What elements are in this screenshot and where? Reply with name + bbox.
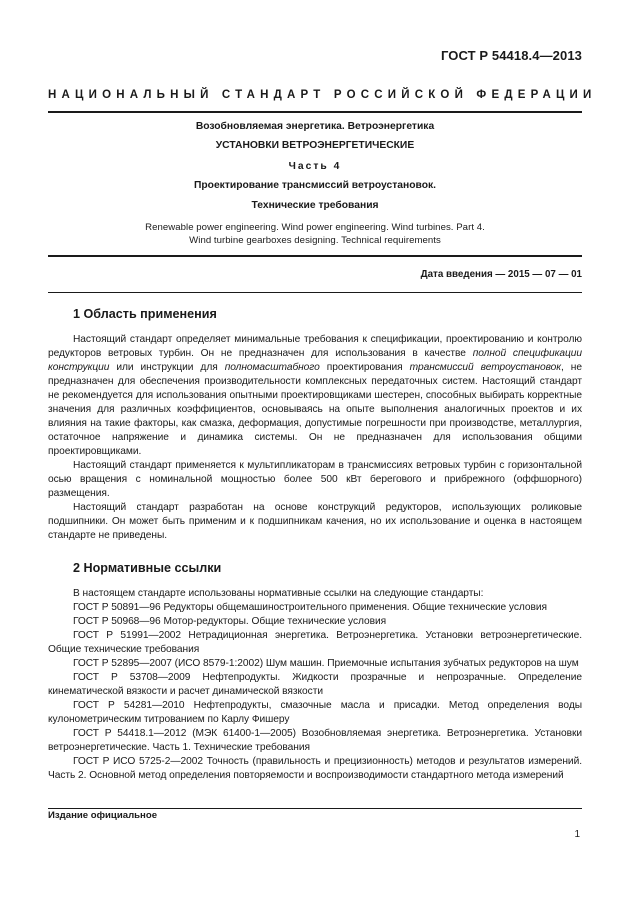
reference-item: ГОСТ Р 52895—2007 (ИСО 8579-1:2002) Шум машин. Приемочные испытания зубчатых редукторов на шум [73,658,579,669]
reference-item: ГОСТ Р 53708—2009 Нефтепродукты. Жидкости прозрачные и непрозрачные. Определение кинематической вязкости и расчет динамической вязкости [48,672,582,697]
section-1-heading: 1 Область применения [73,307,217,321]
text-run: проектирования [319,362,410,373]
reference-item: ГОСТ Р ИСО 5725-2—2002 Точность (правильность и прецизионность) методов и результатов измерений. Часть 2. Основной метод определения повторяемости и воспроизводимости стандартного метода измерений [48,756,582,781]
section-1-paragraph-2: Настоящий стандарт применяется к мультипликаторам в трансмиссиях ветровых турбин с горизонтальной осью вращения с номинальной мощностью более 500 кВт берегового и прибрежного (оффшорного) размещения. [48,460,582,499]
title-line-4: Технические требования [251,200,379,211]
title-block [48,120,582,247]
reference-item: ГОСТ Р 54418.1—2012 (МЭК 61400-1—2005) Возобновляемая энергетика. Ветроэнергетика. Установки ветроэнергетические. Часть 1. Технические требования [48,728,582,753]
title-line-2: УСТАНОВКИ ВЕТРОЭНЕРГЕТИЧЕСКИЕ [215,140,415,151]
title-english-1: Renewable power engineering. Wind power engineering. Wind turbines. Part 4. [145,222,485,233]
header-rule [48,111,582,113]
title-rule [48,255,582,257]
text-run: или инструкции для [109,362,225,373]
edition-label: Издание официальное [48,810,158,821]
italic-run: полномасштабного [224,362,320,373]
italic-run: полной спецификации конструкции [48,348,582,373]
section-2-intro: В настоящем стандарте использованы нормативные ссылки на следующие стандарты: [73,588,484,599]
document-body [48,305,582,783]
reference-item: ГОСТ Р 51991—2002 Нетрадиционная энергетика. Ветроэнергетика. Установки ветроэнергетические. Общие технические требования [48,630,582,655]
text-run: Настоящий стандарт определяет минимальные требования к спецификации, проектированию и контролю редукторов ветровых турбин. Он не предназначен для использования в качестве [48,334,582,359]
title-line-3: Проектирование трансмиссий ветроустановок. [193,180,437,191]
section-1-paragraph-3: Настоящий стандарт разработан на основе конструкций редукторов, использующих роликовые подшипники. Он может быть применим и к подшипникам качения, но их использование и оценка в настоящем стандарте не приведены. [48,502,582,541]
introduction-date: Дата введения — 2015 — 07 — 01 [420,269,582,280]
title-line-1: Возобновляемая энергетика. Ветроэнергетика [195,121,435,132]
text-run: , не предназначен для обеспечения производительности комплексных передаточных систем. Настоящий стандарт не рекомендуется для использования опытными проектировщиками шестерен, способных выбирать корректные значения для различных коэффициентов, основываясь на опыте выполнения аналогичных проектов и их влияния на такие факторы, как смазка, деформация, допустимые погрешности при производстве, металлургия, остаточное напряжение и динамика системы. Он не предназначен для использования общими проектировщиками. [48,362,582,457]
reference-item: ГОСТ Р 50891—96 Редукторы общемашиностроительного применения. Общие технические условия [73,602,547,613]
document-id: ГОСТ Р 54418.4—2013 [440,48,582,63]
date-rule [48,292,582,293]
section-1-paragraph-1 [48,333,582,459]
national-standard-banner: НАЦИОНАЛЬНЫЙ СТАНДАРТ РОССИЙСКОЙ ФЕДЕРАЦИИ [48,89,597,101]
page-number: 1 [574,829,580,840]
title-english-2: Wind turbine gearboxes designing. Technical requirements [189,235,441,246]
italic-run: трансмиссий ветроустановок [409,362,562,373]
reference-item: ГОСТ Р 50968—96 Мотор-редукторы. Общие технические условия [73,616,387,627]
title-part: Часть 4 [288,161,342,172]
reference-item: ГОСТ Р 54281—2010 Нефтепродукты, смазочные масла и присадки. Метод определения воды кулонометрическим титрованием по Карлу Фишеру [48,700,582,725]
footer-rule [48,808,582,809]
section-2-heading: 2 Нормативные ссылки [73,561,222,575]
